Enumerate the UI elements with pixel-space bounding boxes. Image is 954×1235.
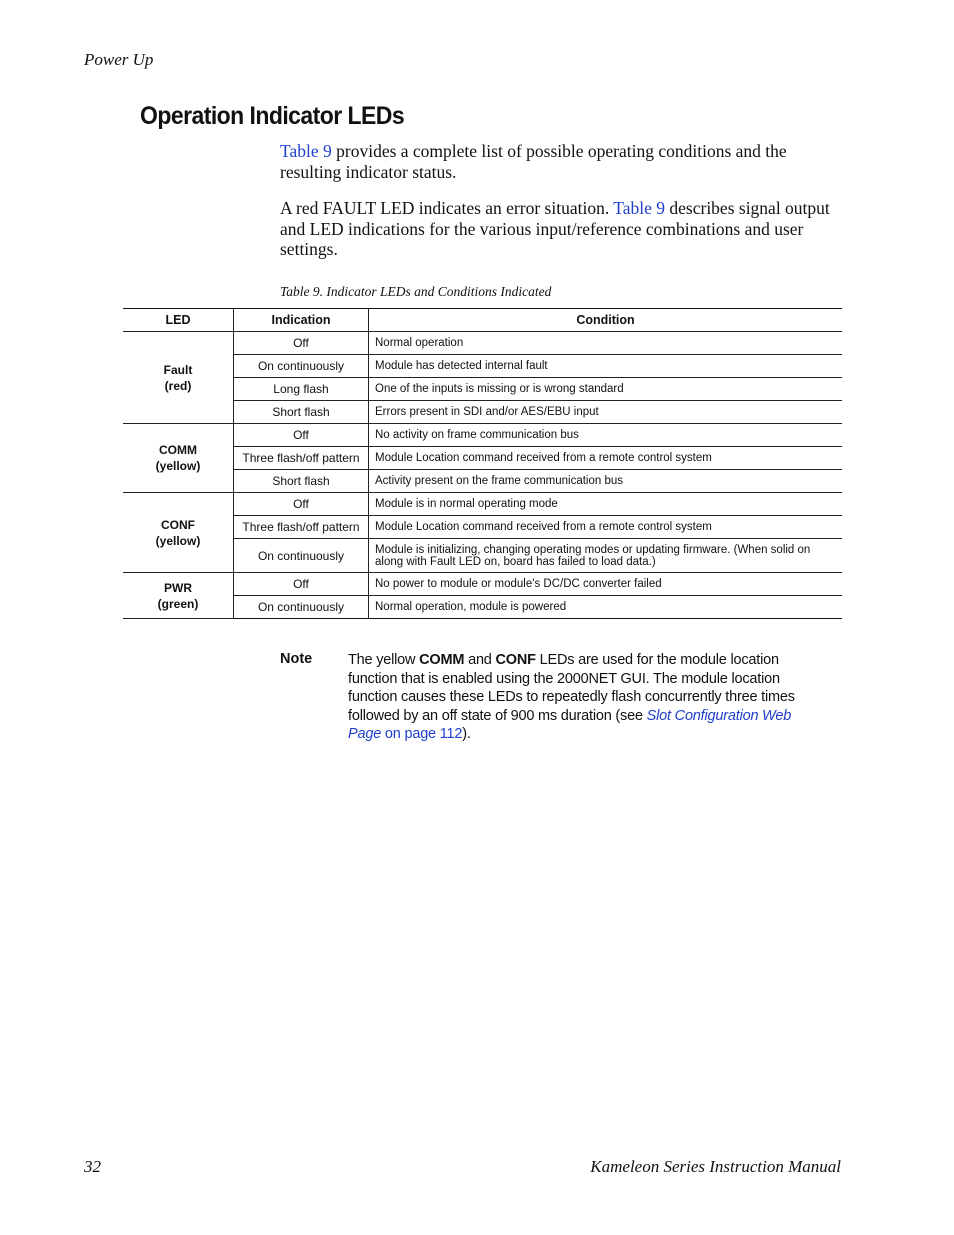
note-comm: COMM	[419, 652, 465, 668]
indication-cell: On continuously	[234, 355, 369, 378]
header-indication: Indication	[234, 309, 369, 332]
table-row	[123, 332, 842, 355]
condition-cell: Errors present in SDI and/or AES/EBU input	[369, 401, 843, 424]
indication-cell: Off	[234, 493, 369, 516]
table-row	[123, 424, 842, 447]
led-color: (green)	[157, 596, 199, 611]
indication-cell: On continuously	[234, 539, 369, 573]
led-cell-conf	[123, 493, 234, 573]
condition-cell: Module has detected internal fault	[369, 355, 843, 378]
note-text-part: LEDs are used for the module location function that is enabled using the 2000NET GUI. The module location function causes these LEDs to repeatedly flash concurrently three times followed by an off state of 900 ms duration (see	[348, 652, 795, 724]
table-row	[123, 573, 842, 596]
page-number: 32	[84, 1157, 101, 1176]
condition-cell: Module is initializing, changing operating modes or updating firmware. (When solid on along with Fault LED on, board has failed to load data.)	[369, 539, 843, 573]
note-label: Note	[280, 651, 313, 667]
indication-cell: Three flash/off pattern	[234, 516, 369, 539]
note-text	[348, 651, 818, 744]
intro-paragraph	[280, 141, 845, 182]
led-cell-comm	[123, 424, 234, 493]
condition-cell: No power to module or module's DC/DC converter failed	[369, 573, 843, 596]
indication-cell: On continuously	[234, 596, 369, 619]
running-head: Power Up	[84, 50, 154, 69]
note-text-part: and	[464, 652, 496, 668]
condition-cell: No activity on frame communication bus	[369, 424, 843, 447]
indication-cell: Long flash	[234, 378, 369, 401]
table-caption: Table 9. Indicator LEDs and Conditions Indicated	[280, 284, 552, 299]
table-9-link[interactable]: Table 9	[280, 141, 332, 161]
condition-cell: Module Location command received from a remote control system	[369, 447, 843, 470]
intro-paragraph-text: provides a complete list of possible operating conditions and the resulting indicator status.	[280, 141, 787, 182]
indication-cell: Off	[234, 573, 369, 596]
led-name: COMM	[159, 443, 197, 457]
condition-cell: Activity present on the frame communication bus	[369, 470, 843, 493]
led-color: (yellow)	[155, 459, 201, 473]
indication-cell: Short flash	[234, 401, 369, 424]
condition-cell: Module Location command received from a remote control system	[369, 516, 843, 539]
table-9-link[interactable]: Table 9	[613, 198, 666, 218]
note-text-part: The yellow	[348, 652, 420, 668]
indication-cell: Three flash/off pattern	[234, 447, 369, 470]
led-cell-pwr	[123, 573, 234, 619]
fault-paragraph-text: describes signal output and LED indications for the various input/reference combinations and user settings.	[280, 198, 830, 259]
led-cell-fault	[123, 332, 234, 424]
table-row	[123, 493, 842, 516]
condition-cell: One of the inputs is missing or is wrong standard	[369, 378, 843, 401]
indication-cell: Off	[234, 332, 369, 355]
led-name: Fault	[163, 362, 193, 377]
fault-paragraph-pre: A red FAULT LED indicates an error situation.	[280, 198, 614, 218]
indication-cell: Off	[234, 424, 369, 447]
led-color: (red)	[164, 378, 192, 393]
condition-cell: Module is in normal operating mode	[369, 493, 843, 516]
header-led: LED	[123, 309, 234, 332]
indicator-led-table	[123, 308, 842, 619]
section-title: Operation Indicator LEDs	[140, 102, 405, 130]
led-name: PWR	[164, 580, 192, 595]
led-color: (yellow)	[155, 533, 201, 548]
slot-config-link-title: Slot Configuration Web Page	[348, 707, 792, 742]
manual-title: Kameleon Series Instruction Manual	[590, 1157, 841, 1176]
condition-cell: Normal operation	[369, 332, 843, 355]
header-condition: Condition	[369, 309, 843, 332]
slot-config-link-page: on page 112	[381, 726, 463, 742]
condition-cell: Normal operation, module is powered	[369, 596, 843, 619]
note-text-part: ).	[462, 726, 471, 742]
indication-cell: Short flash	[234, 470, 369, 493]
fault-paragraph	[280, 198, 845, 260]
note-conf: CONF	[495, 652, 536, 668]
led-name: CONF	[161, 517, 195, 532]
table-header-row	[123, 309, 842, 332]
